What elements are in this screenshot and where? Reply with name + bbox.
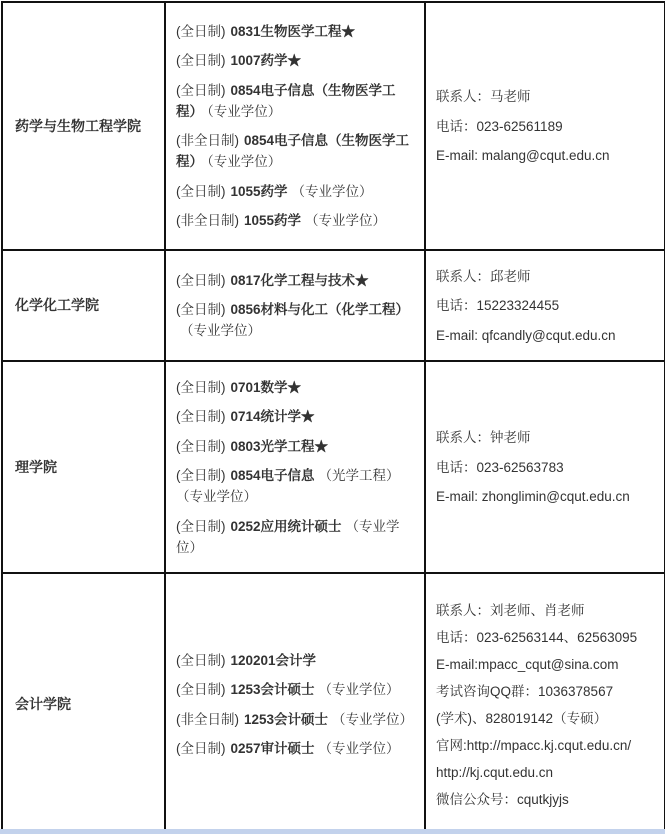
contact-email: E-mail: zhonglimin@cqut.edu.cn <box>436 489 630 504</box>
program-mode: (全日制) <box>176 682 226 698</box>
program-suffix: （专业学位） <box>318 682 400 698</box>
program-name: 0854电子信息（生物医学工程） <box>176 133 410 170</box>
program-mode: (非全日制) <box>176 213 239 229</box>
program-name: 0701数学★ <box>230 379 302 395</box>
program-suffix: （专业学位） <box>305 213 387 229</box>
program-name: 0854电子信息（生物医学工程） <box>176 82 396 119</box>
program-entry <box>176 679 414 700</box>
contact-phone: 电话：023-62563783 <box>436 459 564 475</box>
contact-person: 联系人：马老师 <box>436 89 531 104</box>
program-entry <box>176 21 414 42</box>
program-mode: (全日制) <box>176 272 226 288</box>
program-suffix: （专业学位） <box>291 183 373 199</box>
contact-person: 联系人：钟老师 <box>436 430 531 445</box>
program-entry <box>176 80 414 122</box>
program-mode: (非全日制) <box>176 711 239 727</box>
contact-phone: 电话：023-62561189 <box>436 118 563 134</box>
contact-wechat: 微信公众号：cqutkjyjs <box>436 791 569 807</box>
program-entry <box>176 465 414 507</box>
program-name: 0831生物医学工程★ <box>230 23 356 39</box>
program-entry <box>176 516 414 558</box>
program-name: 120201会计学 <box>230 652 317 668</box>
program-name: 0856材料与化工（化学工程） <box>230 302 410 318</box>
program-entry <box>176 709 414 730</box>
program-suffix: （专业学位） <box>180 323 261 339</box>
program-mode: (全日制) <box>176 183 226 199</box>
program-name: 0252应用统计硕士 <box>230 518 342 534</box>
contact-email: E-mail: malang@cqut.edu.cn <box>436 148 610 163</box>
program-mode: (全日制) <box>176 741 226 757</box>
table-row-accounting <box>2 573 665 834</box>
program-name: 0257审计硕士 <box>230 741 315 757</box>
program-mode: (全日制) <box>176 53 226 69</box>
program-suffix: （专业学位） <box>207 103 282 119</box>
program-suffix: （专业学位） <box>176 518 400 555</box>
contact-person: 联系人：邱老师 <box>436 268 531 284</box>
contact-cell <box>425 573 665 834</box>
program-name: 0817化学工程与技术★ <box>230 272 369 288</box>
college-name-cell <box>2 361 165 573</box>
program-entry <box>176 181 414 202</box>
contact-qq-group-continued: (学术)、828019142（专硕） <box>436 710 608 726</box>
programs-cell <box>165 573 425 834</box>
contact-email: E-mail: qfcandly@cqut.edu.cn <box>436 327 616 343</box>
program-name: 0803光学工程★ <box>230 438 329 454</box>
program-entry <box>176 377 414 398</box>
program-name: 1055药学 <box>230 183 288 199</box>
program-name: 1253会计硕士 <box>244 711 329 727</box>
college-name-cell <box>2 573 165 834</box>
college-name: 药学与生物工程学院 <box>15 117 141 134</box>
contact-cell <box>425 2 665 250</box>
program-mode: (非全日制) <box>176 133 239 149</box>
program-entry <box>176 130 414 172</box>
college-name: 会计学院 <box>15 696 71 712</box>
table-row-science <box>2 361 665 573</box>
program-name: 0714统计学★ <box>230 409 315 424</box>
contact-phone: 电话：023-62563144、62563095 <box>436 629 638 645</box>
college-name: 理学院 <box>15 458 57 475</box>
program-suffix: （专业学位） <box>207 154 282 170</box>
programs-cell <box>165 361 425 573</box>
table-row-pharmacy-bioengineering <box>2 2 665 250</box>
program-mode: (全日制) <box>176 409 226 424</box>
program-entry <box>176 650 414 671</box>
program-mode: (全日制) <box>176 379 226 395</box>
program-mode: (全日制) <box>176 82 226 98</box>
program-mode: (全日制) <box>176 23 226 39</box>
program-entry <box>176 406 414 427</box>
program-name: 0854电子信息 <box>230 468 315 483</box>
program-mode: (全日制) <box>176 438 226 454</box>
program-suffix: （光学工程）（专业学位） <box>176 468 400 504</box>
program-name: 1007药学★ <box>230 53 302 69</box>
college-name: 化学化工学院 <box>15 297 99 313</box>
program-entry <box>176 210 414 231</box>
college-name-cell <box>2 250 165 361</box>
program-entry <box>176 270 414 291</box>
program-mode: (全日制) <box>176 468 226 483</box>
colleges-table <box>1 1 665 834</box>
program-mode: (全日制) <box>176 518 226 534</box>
bottom-highlight-strip <box>0 829 665 834</box>
contact-cell <box>425 250 665 361</box>
program-suffix: （专业学位） <box>318 741 400 757</box>
program-name: 1055药学 <box>244 213 302 229</box>
contact-website: 官网:http://mpacc.kj.cqut.edu.cn/ <box>436 737 632 753</box>
contact-person: 联系人：刘老师、肖老师 <box>436 602 585 618</box>
program-name: 1253会计硕士 <box>230 682 315 698</box>
program-entry <box>176 738 414 759</box>
program-entry <box>176 299 414 341</box>
programs-cell <box>165 250 425 361</box>
program-mode: (全日制) <box>176 302 226 318</box>
programs-cell <box>165 2 425 250</box>
table-row-chemistry <box>2 250 665 361</box>
program-mode: (全日制) <box>176 652 226 668</box>
contact-email: E-mail:mpacc_cqut@sina.com <box>436 656 619 672</box>
contact-phone: 电话：15223324455 <box>436 298 560 313</box>
program-entry <box>176 436 414 457</box>
college-name-cell <box>2 2 165 250</box>
program-entry <box>176 50 414 71</box>
contact-qq-group: 考试咨询QQ群：1036378567 <box>436 683 614 699</box>
contact-cell <box>425 361 665 573</box>
program-suffix: （专业学位） <box>332 711 414 727</box>
contact-website-2: http://kj.cqut.edu.cn <box>436 764 554 780</box>
